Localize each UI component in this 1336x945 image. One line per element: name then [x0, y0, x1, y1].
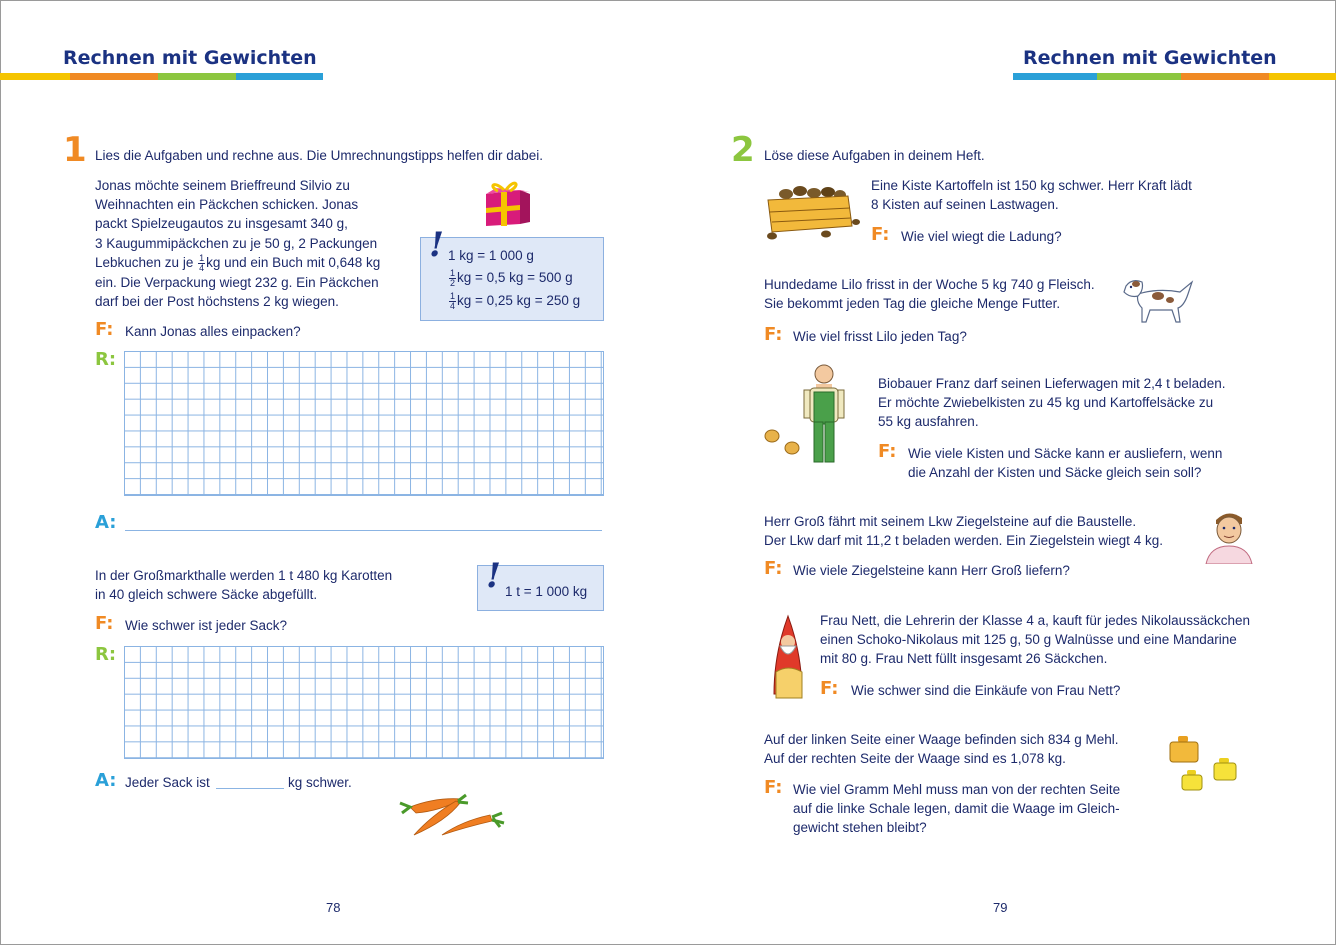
task2-p6-text: Auf der linken Seite einer Waage befinden sich 834 g Mehl. Auf der rechten Seite der Waage sind es 1,078 kg. [764, 732, 1119, 767]
task-number-2: 2 [731, 130, 755, 170]
question-label: F: [764, 777, 783, 798]
page-number-right: 79 [993, 900, 1008, 915]
task2-p5-text: Frau Nett, die Lehrerin der Klasse 4 a, kauft für jedes Nikolaussäckchen einen Schoko-Nikolaus mit 125 g, 50 g Walnüsse und eine Mandarine mit 80 g. Frau Nett füllt insgesamt 26 Säckchen. [820, 613, 1250, 667]
task2-instruction: Löse diese Aufgaben in deinem Heft. [764, 148, 985, 163]
ton-tip-box: ! 1 t = 1 000 kg [477, 565, 604, 611]
farmer-illustration [760, 362, 852, 468]
calculation-label: R: [95, 349, 117, 370]
page-title-left: Rechnen mit Gewichten [63, 47, 317, 69]
task2-p2-question: Wie viel frisst Lilo jeden Tag? [793, 329, 967, 344]
task1b-text: In der Großmarkthalle werden 1 t 480 kg Karotten in 40 gleich schwere Säcke abgefüllt. [95, 568, 393, 603]
exclamation-icon: ! [429, 225, 444, 265]
task-number-1: 1 [63, 130, 87, 170]
dog-illustration [1118, 272, 1196, 326]
answer-blank[interactable] [216, 788, 284, 789]
fraction-quarter: $\frac{1}{4}$ [199, 252, 205, 273]
answer-line[interactable] [125, 530, 602, 531]
question-label: F: [764, 558, 783, 579]
exclamation-icon: ! [486, 556, 501, 596]
question-label: F: [871, 224, 890, 245]
title-color-bar-right [1013, 73, 1336, 80]
question-label: F: [95, 613, 114, 634]
task2-p5-question: Wie schwer sind die Einkäufe von Frau Nett? [851, 683, 1121, 698]
question-label: F: [878, 441, 897, 462]
answer-label: A: [95, 512, 117, 533]
task1-text: Jonas möchte seinem Brieffreund Silvio zu Weihnachten ein Päckchen schicken. Jonas packt Spielzeugautos zu insgesamt 340 g, 3 Kaugummipäckchen zu je 50 g, 2 Packungen Lebkuchen zu je $\frac{1}{4}$ kg und ein Buch mit 0,648 kg ein. Die Verpackung wiegt 232 g. Ein Päckchen darf bei der Post höchstens 2 kg wiegen. [95, 178, 381, 309]
question-label: F: [764, 324, 783, 345]
weights-illustration [1164, 734, 1246, 792]
task2-p1-question: Wie viel wiegt die Ladung? [901, 229, 1062, 244]
task2-p3-question: Wie viele Kisten und Säcke kann er ausliefern, wenn die Anzahl der Kisten und Säcke gleich sein soll? [908, 446, 1223, 481]
task2-p6-question: Wie viel Gramm Mehl muss man von der rechten Seite auf die linke Schale legen, damit die Waage im Gleich- gewicht stehen bleibt? [793, 782, 1121, 836]
title-color-bar-left [0, 73, 323, 80]
task1-question: Kann Jonas alles einpacken? [125, 324, 301, 339]
gift-illustration [480, 178, 534, 228]
question-label: F: [95, 319, 114, 340]
page-title-right: Rechnen mit Gewichten [1023, 47, 1277, 69]
task2-p2-text: Hundedame Lilo frisst in der Woche 5 kg 740 g Fleisch. Sie bekommt jeden Tag die gleiche Menge Futter. [764, 277, 1095, 312]
potato-crate-illustration [764, 182, 860, 242]
task2-p4-text: Herr Groß fährt mit seinem Lkw Ziegelsteine auf die Baustelle. Der Lkw darf mit 11,2 t beladen werden. Ein Ziegelstein wiegt 4 kg. [764, 514, 1163, 549]
page-number-left: 78 [326, 900, 341, 915]
chocolate-santa-illustration [768, 614, 810, 700]
task1-instruction: Lies die Aufgaben und rechne aus. Die Umrechnungstipps helfen dir dabei. [95, 148, 544, 163]
answer-start-text: Jeder Sack ist [125, 775, 210, 790]
task1b-question: Wie schwer ist jeder Sack? [125, 618, 288, 633]
man-illustration [1202, 508, 1256, 564]
task2-p1-text: Eine Kiste Kartoffeln ist 150 kg schwer. Herr Kraft lädt 8 Kisten auf seinen Lastwagen. [871, 178, 1192, 213]
calculation-grid[interactable] [124, 646, 604, 759]
task2-p3-text: Biobauer Franz darf seinen Lieferwagen mit 2,4 t beladen. Er möchte Zwiebelkisten zu 45 kg und Kartoffelsäcke zu 55 kg ausfahren. [878, 376, 1226, 430]
calculation-label: R: [95, 644, 117, 665]
answer-label: A: [95, 770, 117, 791]
conversion-tip-box: ! 1 kg = 1 000 g $\frac{1}{2}$ kg = 0,5 kg = 500 g $\frac{1}{4}$ kg = 0,25 kg = 250 g [420, 237, 604, 321]
task2-p4-question: Wie viele Ziegelsteine kann Herr Groß liefern? [793, 563, 1070, 578]
carrots-illustration [396, 793, 510, 839]
calculation-grid[interactable] [124, 351, 604, 496]
question-label: F: [820, 678, 839, 699]
answer-end-text: kg schwer. [288, 775, 352, 790]
